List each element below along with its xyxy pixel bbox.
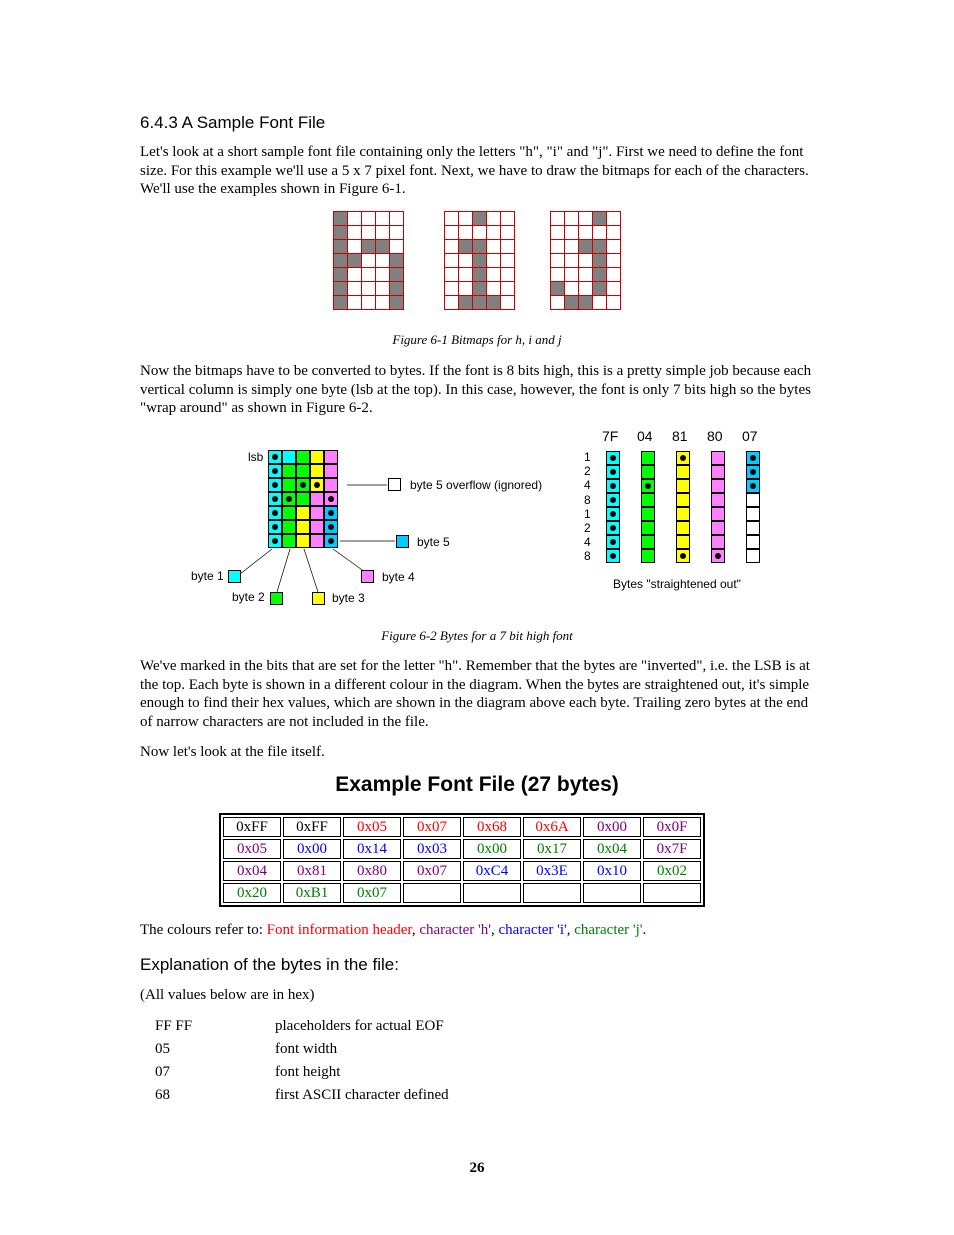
straightened-bit-cell: [676, 479, 690, 493]
hex-table-row: [223, 883, 701, 903]
straightened-bit-cell: [641, 549, 655, 563]
straightened-bit-cell: [746, 535, 760, 549]
hex-table-cell: 0xFF: [283, 817, 341, 837]
hex-table-cell: 0x00: [583, 817, 641, 837]
hex-table-cell: 0x6A: [523, 817, 581, 837]
legend-item: Font information header: [266, 922, 412, 938]
explanation-paragraph: We've marked in the bits that are set for the letter "h". Remember that the bytes are "inverted", i.e. the LSB is at the top. Each byte is shown in a different colour in the diagram. When the bytes are straightened out, it's simple enough to find their hex values, which are shown in the diagram above each byte. Trailing zero bytes at the end of narrow characters are not included in the file.: [140, 658, 810, 730]
byte4-swatch: [361, 570, 374, 583]
file-intro: Now let's look at the file itself.: [140, 744, 325, 760]
hex-table-row: [223, 839, 701, 859]
hex-table-cell: [523, 883, 581, 903]
byte5-swatch: [396, 535, 409, 548]
hex-table: [219, 813, 705, 907]
hex-table-cell: [643, 883, 701, 903]
hex-table-row: [223, 817, 701, 837]
section-heading: 6.4.3 A Sample Font File: [140, 113, 326, 132]
straightened-bit-cell: [711, 507, 725, 521]
byte3-swatch: [312, 592, 325, 605]
straightened-bit-cell: [606, 549, 620, 563]
straightened-label: Bytes "straightened out": [613, 577, 741, 591]
hex-table-cell: 0xFF: [223, 817, 281, 837]
straightened-bit-cell: [606, 479, 620, 493]
hex-table-cell: 0x14: [343, 839, 401, 859]
hex-table-cell: [463, 883, 521, 903]
definition-key: 68: [155, 1087, 170, 1103]
hex-table-cell: 0x00: [463, 839, 521, 859]
straightened-bit-cell: [676, 535, 690, 549]
straightened-bit-cell: [746, 507, 760, 521]
figure2-caption: Figure 6-2 Bytes for a 7 bit high font: [381, 628, 573, 643]
hex-table-cell: 0x03: [403, 839, 461, 859]
straightened-bit-cell: [711, 451, 725, 465]
hex-table-cell: 0x00: [283, 839, 341, 859]
hex-table-cell: 0x7F: [643, 839, 701, 859]
hex-header: 07: [742, 428, 758, 444]
legend-item: character 'h': [419, 922, 491, 938]
overflow-label: byte 5 overflow (ignored): [410, 478, 543, 492]
legend-item: character 'j': [574, 922, 643, 938]
straightened-bit-cell: [641, 535, 655, 549]
bit-weight-label: 4: [584, 535, 591, 550]
straightened-bit-cell: [746, 549, 760, 563]
bit-weight-label: 8: [584, 492, 591, 507]
table-title: Example Font File (27 bytes): [335, 773, 619, 796]
straightened-bit-cell: [746, 521, 760, 535]
straightened-bit-cell: [641, 493, 655, 507]
straightened-bit-cell: [676, 465, 690, 479]
hex-table-cell: 0x05: [343, 817, 401, 837]
straightened-bit-cell: [711, 549, 725, 563]
hex-table-cell: 0xB1: [283, 883, 341, 903]
hex-table-cell: [583, 883, 641, 903]
straightened-bit-cell: [711, 535, 725, 549]
byte2-label: byte 2: [232, 590, 265, 604]
hex-table-cell: 0xC4: [463, 861, 521, 881]
hex-table-cell: 0x04: [223, 861, 281, 881]
straightened-bit-cell: [676, 521, 690, 535]
straightened-bit-cell: [606, 507, 620, 521]
byte1-label: byte 1: [191, 569, 224, 583]
bit-weight-label: 4: [584, 478, 591, 493]
hex-header: 7F: [602, 428, 619, 444]
straightened-bit-cell: [606, 493, 620, 507]
byte4-label: byte 4: [382, 570, 415, 584]
straightened-bit-cell: [676, 549, 690, 563]
straightened-bit-cell: [746, 493, 760, 507]
straightened-bit-cell: [641, 451, 655, 465]
straightened-bit-cell: [746, 479, 760, 493]
byte1-swatch: [228, 570, 241, 583]
hex-note: (All values below are in hex): [140, 987, 315, 1003]
hex-table-cell: 0x07: [343, 883, 401, 903]
straightened-bit-cell: [641, 479, 655, 493]
bit-weight-label: 1: [584, 506, 591, 521]
page-number: 26: [469, 1160, 485, 1176]
hex-table-cell: 0x80: [343, 861, 401, 881]
lsb-label: lsb: [248, 450, 264, 464]
legend-item: character 'i': [498, 922, 567, 938]
straightened-bit-cell: [711, 479, 725, 493]
explanation-heading: Explanation of the bytes in the file:: [140, 955, 399, 974]
bit-weight-label: 1: [584, 450, 591, 464]
legend-item: ,: [411, 922, 420, 938]
straightened-bit-cell: [641, 465, 655, 479]
bytes-paragraph: Now the bitmaps have to be converted to bytes. If the font is 8 bits high, this is a pretty simple job because each vertical column is simply one byte (lsb at the top). In this case, however, the font is only 7 bits high so the bytes "wrap around" as shown in Figure 6-2.: [140, 363, 812, 416]
bit-weight-label: 2: [584, 464, 591, 479]
legend-item: ,: [490, 922, 499, 938]
straightened-bit-cell: [746, 465, 760, 479]
hex-table-cell: 0x81: [283, 861, 341, 881]
legend-prefix: The colours refer to:: [140, 922, 267, 938]
hex-table-cell: 0x04: [583, 839, 641, 859]
hex-header: 04: [637, 428, 653, 444]
straightened-bit-cell: [606, 465, 620, 479]
overflow-swatch: [388, 478, 401, 491]
byte5-label: byte 5: [417, 535, 450, 549]
definition-desc: font width: [275, 1041, 338, 1057]
hex-table-cell: 0x20: [223, 883, 281, 903]
straightened-bit-cell: [641, 507, 655, 521]
definition-desc: placeholders for actual EOF: [275, 1018, 444, 1034]
hex-table-cell: 0x07: [403, 817, 461, 837]
straightened-bit-cell: [606, 521, 620, 535]
straightened-bit-cell: [676, 451, 690, 465]
byte2-swatch: [270, 592, 283, 605]
straightened-bit-cell: [606, 451, 620, 465]
hex-table-cell: 0x10: [583, 861, 641, 881]
hex-table-cell: 0x05: [223, 839, 281, 859]
definition-key: FF FF: [155, 1018, 193, 1034]
figure1-caption: Figure 6-1 Bitmaps for h, i and j: [392, 332, 562, 347]
definition-desc: first ASCII character defined: [275, 1087, 449, 1103]
definition-key: 05: [155, 1041, 170, 1057]
straightened-bit-cell: [711, 521, 725, 535]
hex-table-cell: 0x3E: [523, 861, 581, 881]
hex-table-cell: 0x17: [523, 839, 581, 859]
hex-table-cell: 0x68: [463, 817, 521, 837]
bit-weight-label: 8: [584, 549, 591, 564]
straightened-bytes-diagram: [580, 428, 770, 568]
hex-table-cell: [403, 883, 461, 903]
hex-table-cell: 0x0F: [643, 817, 701, 837]
hex-header: 81: [672, 428, 688, 444]
straightened-bit-cell: [641, 521, 655, 535]
straightened-bit-cell: [676, 493, 690, 507]
bit-weight-label: 2: [584, 521, 591, 535]
hex-header: 80: [707, 428, 723, 444]
hex-table-cell: 0x02: [643, 861, 701, 881]
hex-table-row: [223, 861, 701, 881]
hex-table-cell: 0x07: [403, 861, 461, 881]
byte3-label: byte 3: [332, 591, 365, 605]
color-legend: [140, 922, 646, 939]
intro-paragraph: Let's look at a short sample font file containing only the letters "h", "i" and "j". First we need to define the font size. For this example we'll use a 5 x 7 pixel font. Next, we have to draw the bitmaps for each of the characters. We'll use the examples shown in Figure 6-1.: [140, 144, 809, 197]
definition-desc: font height: [275, 1064, 341, 1080]
legend-item: ,: [566, 922, 575, 938]
straightened-bit-cell: [711, 493, 725, 507]
straightened-bit-cell: [676, 507, 690, 521]
definition-key: 07: [155, 1064, 170, 1080]
legend-item: .: [642, 922, 647, 938]
straightened-bit-cell: [606, 535, 620, 549]
straightened-bit-cell: [746, 451, 760, 465]
straightened-bit-cell: [711, 465, 725, 479]
